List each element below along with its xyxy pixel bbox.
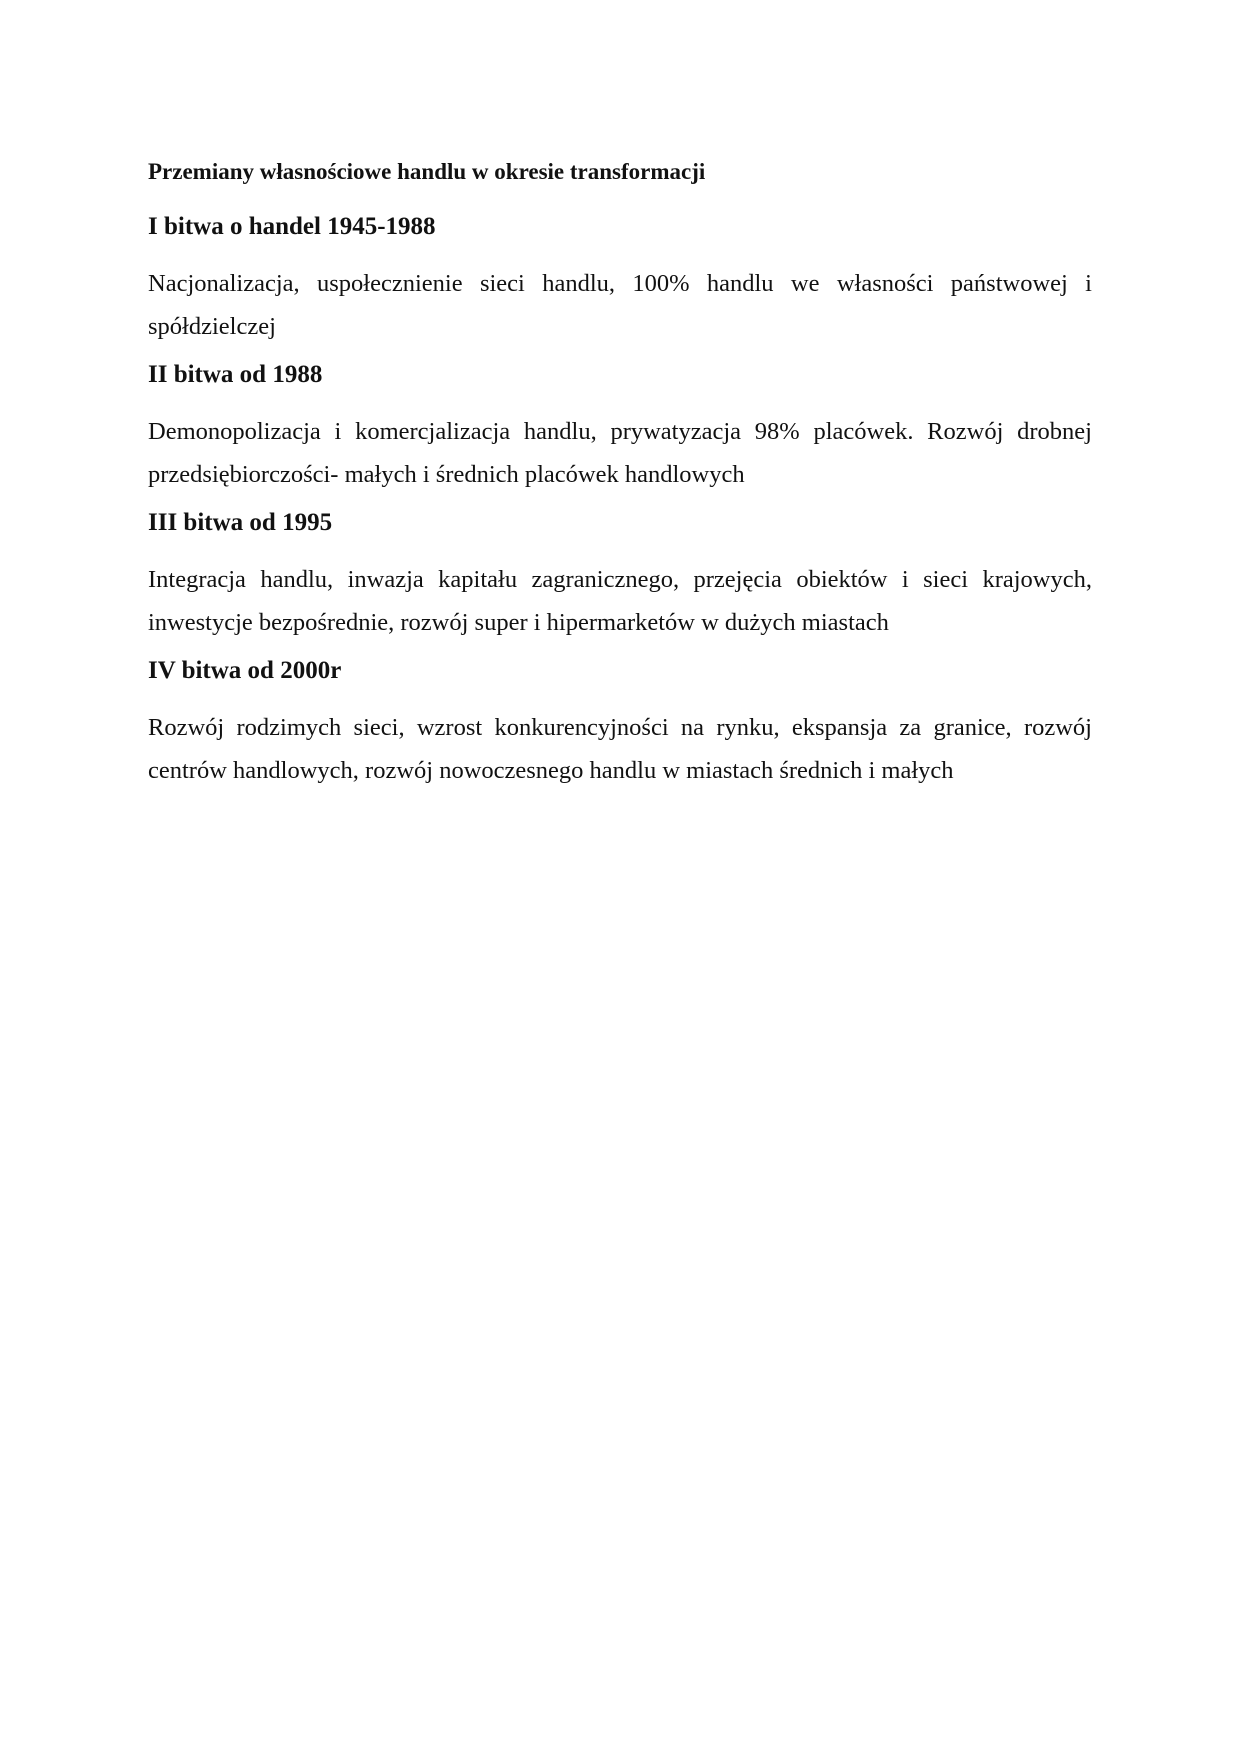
document-page — [148, 158, 1092, 804]
section-body: Rozwój rodzimych sieci, wzrost konkurencyjności na rynku, ekspansja za granice, rozwój centrów handlowych, rozwój nowoczesnego handlu w miastach średnich i małych — [148, 714, 1092, 784]
section-heading: III bitwa od 1995 — [148, 509, 333, 536]
section-body: Integracja handlu, inwazja kapitału zagranicznego, przejęcia obiektów i sieci krajowych, inwestycje bezpośrednie, rozwój super i hipermarketów w dużych miastach — [148, 566, 1092, 636]
section-heading: IV bitwa od 2000r — [148, 657, 342, 684]
section-1 — [148, 212, 1092, 348]
section-heading: II bitwa od 1988 — [148, 361, 323, 388]
section-2 — [148, 360, 1092, 496]
section-body: Nacjonalizacja, uspołecznienie sieci handlu, 100% handlu we własności państwowej i spółdzielczej — [148, 270, 1092, 340]
section-heading: I bitwa o handel 1945-1988 — [148, 213, 436, 240]
section-3 — [148, 508, 1092, 644]
document-title: Przemiany własnościowe handlu w okresie transformacji — [148, 159, 706, 184]
section-body: Demonopolizacja i komercjalizacja handlu, prywatyzacja 98% placówek. Rozwój drobnej przedsiębiorczości- małych i średnich placówek handlowych — [148, 418, 1092, 488]
section-4 — [148, 656, 1092, 792]
